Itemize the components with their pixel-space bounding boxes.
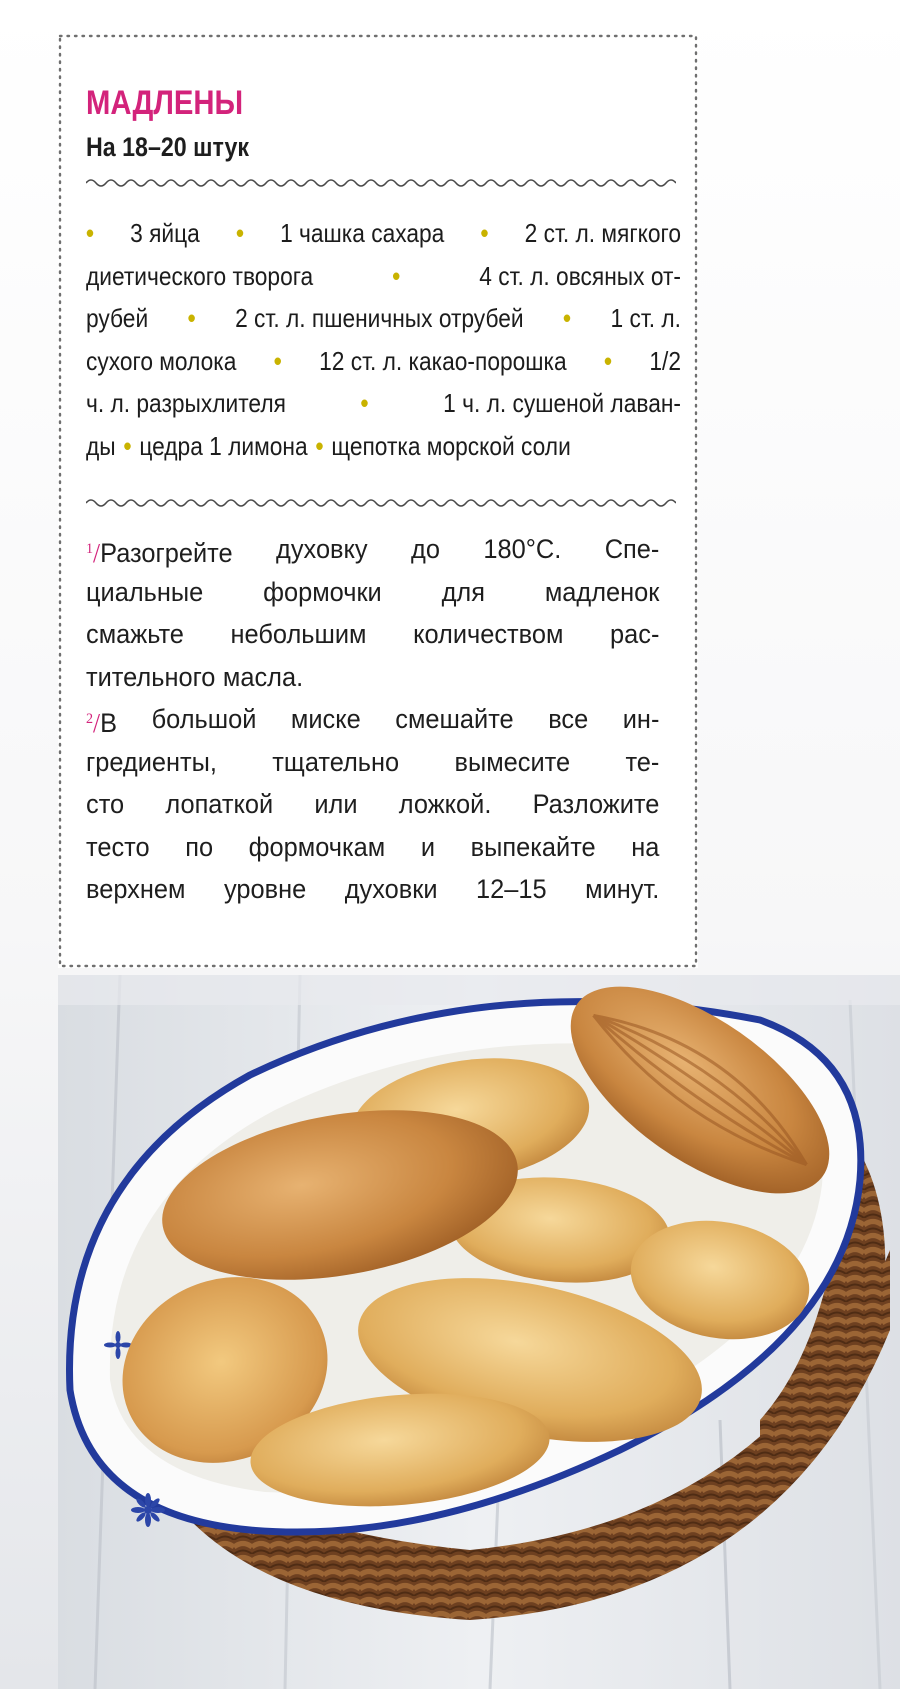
bullet-icon: •: [392, 260, 401, 291]
ingredient-item: 2 ст. л. мягкого: [524, 218, 681, 248]
step-line: смажьте небольшим количеством рас-: [86, 619, 660, 649]
ingredient-line: [86, 255, 681, 298]
step-line: гредиенты, тщательно вымесите те-: [86, 746, 660, 777]
ingredient-line: [86, 297, 681, 340]
recipe-yield: На 18–20 штук: [86, 132, 249, 162]
step-line: тительного масла.: [86, 661, 304, 692]
step-line: тесто по формочкам и выпекайте на: [86, 831, 660, 862]
ingredient-line: [86, 425, 681, 468]
step-number: $^1$/Разогрейте: [86, 538, 233, 568]
bullet-icon: •: [563, 303, 572, 333]
ingredient-item: диетического творога: [86, 260, 314, 291]
step-line: верхнем уровне духовки 12–15 минут.: [86, 874, 660, 904]
step-line: сто лопаткой или ложкой. Разложите: [86, 789, 660, 819]
step-number: $^2$/В: [86, 708, 118, 738]
step-line: циальные формочки для мадленок: [86, 576, 660, 607]
bullet-icon: •: [235, 218, 244, 248]
bullet-icon: •: [315, 430, 324, 461]
ingredient-item: 1 чашка сахара: [280, 218, 445, 248]
ingredient-line: [86, 340, 681, 383]
ingredient-item: цедра 1 лимона: [139, 430, 308, 461]
recipe-title: МАДЛЕНЫ: [86, 84, 244, 122]
ingredient-item: ч. л. разрыхлителя: [86, 388, 286, 418]
step-line: $^1$/Разогрейте духовку до 180°С. Спе-: [86, 528, 659, 571]
bullet-icon: •: [273, 345, 282, 376]
recipe-card: [58, 34, 698, 968]
ingredient-item: 12 ст. л. какао-порошка: [319, 345, 567, 376]
bullet-icon: •: [187, 303, 196, 333]
ingredients-list: [86, 212, 681, 467]
bullet-icon: •: [604, 345, 612, 376]
ingredient-item: 1 ч. л. сушеной лаван-: [443, 388, 681, 418]
bullet-icon: •: [86, 218, 94, 248]
instruction-steps: [86, 528, 659, 911]
bullet-icon: •: [480, 218, 489, 248]
wavy-divider: [86, 496, 676, 510]
bullet-icon: •: [360, 388, 369, 418]
ingredient-item: сухого молока: [86, 345, 237, 376]
ingredient-item: 1/2: [649, 345, 681, 376]
ingredient-item: 4 ст. л. овсяных от-: [479, 260, 681, 291]
ingredient-item: 3 яйца: [130, 218, 200, 248]
ingredient-item: 1 ст. л.: [610, 303, 681, 333]
ingredient-item: щепотка морской соли: [331, 430, 571, 461]
ingredient-item: 2 ст. л. пшеничных отрубей: [235, 303, 524, 333]
bullet-icon: •: [123, 430, 132, 461]
ingredient-item: рубей: [86, 303, 149, 333]
ingredient-line: [86, 382, 681, 425]
step-line: $^2$/В большой миске смешайте все ин-: [86, 698, 659, 741]
ingredient-line: [86, 212, 681, 255]
ingredient-item: ды: [86, 430, 116, 461]
wavy-divider: [86, 176, 676, 190]
